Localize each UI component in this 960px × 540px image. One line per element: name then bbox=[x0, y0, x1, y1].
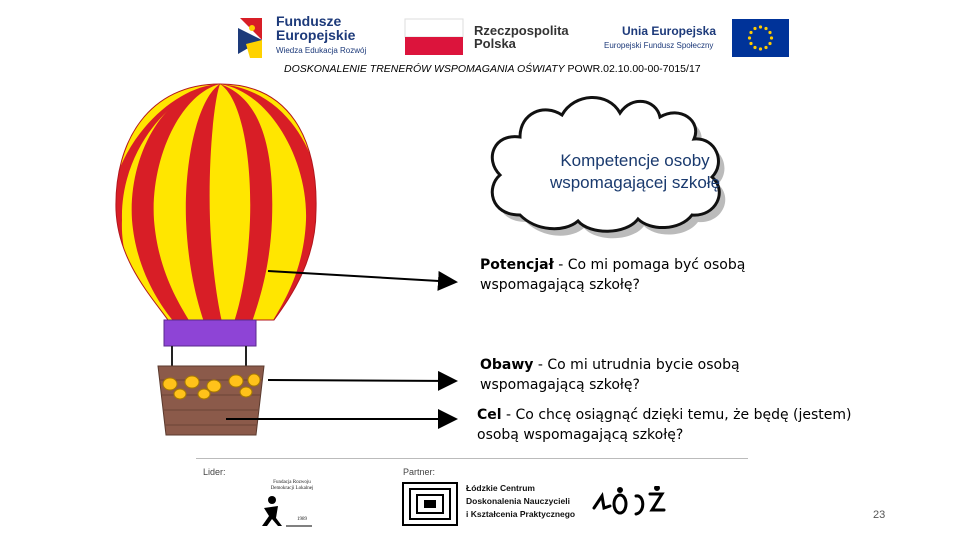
lc-logo-mark bbox=[402, 482, 458, 526]
lodz-logo-icon bbox=[590, 486, 670, 520]
ue-logo-title: Unia Europejska bbox=[622, 24, 717, 38]
project-code: POWR.02.10.00-00-7015/17 bbox=[564, 63, 701, 75]
point-concerns bbox=[480, 355, 780, 395]
fe-logo-line1: Fundusze bbox=[276, 13, 342, 29]
point-potential-label: Potencjał bbox=[480, 257, 554, 273]
cloud-title-line2: wspomagającej szkołę bbox=[549, 173, 721, 192]
project-name: DOSKONALENIE TRENERÓW WSPOMAGANIA OŚWIATY bbox=[284, 63, 565, 75]
fe-logo-subtitle: Wiedza Edukacja Rozwój bbox=[276, 46, 367, 55]
fr-logo-year: 1989 bbox=[297, 517, 307, 522]
rp-logo-line2: Polska bbox=[474, 36, 516, 51]
lider-label: Lider: bbox=[203, 467, 226, 477]
fe-logo-line2: Europejskie bbox=[276, 27, 356, 43]
point-potential bbox=[480, 255, 780, 295]
cloud-title-line1: Kompetencje osoby bbox=[560, 151, 710, 170]
point-goal-text: - Co chcę osiągnąć dzięki temu, że będę (jestem) osobą wspomagającą szkołę? bbox=[477, 407, 852, 443]
lc-logo-line1: Łódzkie Centrum bbox=[466, 483, 535, 493]
lc-logo-text bbox=[466, 482, 575, 521]
footer-divider bbox=[196, 458, 748, 459]
fr-logo-text: Fundacja Rozwoju Demokracji Lokalnej bbox=[270, 480, 314, 491]
arrow-potential bbox=[268, 271, 456, 282]
point-potential-text: - Co mi pomaga być osobą wspomagającą szkołę? bbox=[480, 257, 746, 293]
fr-logo-icon bbox=[256, 494, 316, 528]
point-goal bbox=[477, 405, 877, 445]
arrow-concerns bbox=[268, 380, 456, 381]
lc-logo-line3: i Kształcenia Praktycznego bbox=[466, 509, 576, 519]
rp-logo-line1: Rzeczpospolita bbox=[474, 23, 569, 38]
ue-logo-subtitle: Europejski Fundusz Społeczny bbox=[604, 41, 714, 50]
lc-logo-line2: Doskonalenia Nauczycieli bbox=[466, 496, 570, 506]
point-concerns-text: - Co mi utrudnia bycie osobą wspomagającą szkołę? bbox=[480, 357, 740, 393]
point-goal-label: Cel bbox=[477, 407, 502, 423]
point-concerns-label: Obawy bbox=[480, 357, 534, 373]
page-number: 23 bbox=[873, 509, 886, 521]
partner-label: Partner: bbox=[403, 467, 436, 477]
